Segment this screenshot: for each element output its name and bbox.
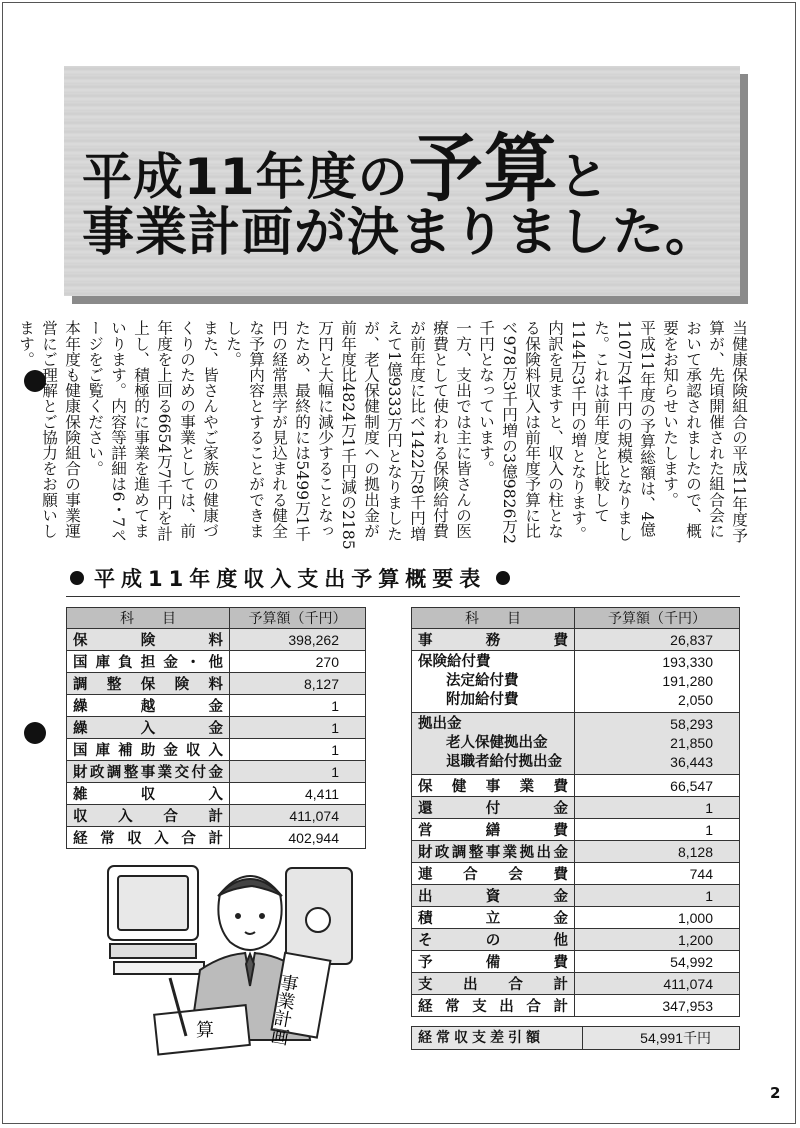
table-row: 営繕費 1 xyxy=(412,819,740,841)
intro-text xyxy=(17,320,750,552)
paragraph: 平成11年度の予算総額は、4億1107万4千円の規模となりました。これは前年度と比較して1144万3千円の増となります。 xyxy=(569,320,656,542)
table-row: 還付金 1 xyxy=(412,797,740,819)
table-row: 拠出金 老人保健拠出金 退職者給付拠出金 58,293 21,850 36,443 xyxy=(412,713,740,775)
binder-hole xyxy=(24,722,46,744)
table-row: 支出合計 411,074 xyxy=(412,973,740,995)
page-number: 2 xyxy=(770,1084,781,1102)
section-rule xyxy=(66,596,740,597)
table-row: 出資金 1 xyxy=(412,885,740,907)
table-row: 積立金 1,000 xyxy=(412,907,740,929)
bullet-icon xyxy=(70,571,84,585)
paragraph: また、皆さんやご家族の健康づくりのための事業としては、前年度を上回る6654万7千円を計上し、積極的に事業を進めてまいります。内容等詳細は6・7ページをご覧ください。 xyxy=(86,320,219,543)
table-row: 繰入金 1 xyxy=(67,717,366,739)
table-row: 雑収入 4,411 xyxy=(67,783,366,805)
table-row: その他 1,200 xyxy=(412,929,740,951)
table-row: 事務費 26,837 xyxy=(412,629,740,651)
bullet-icon xyxy=(496,571,510,585)
header-amount: 予算額（千円） xyxy=(230,608,366,629)
table-header xyxy=(412,608,740,629)
table-row: 財政調整事業拠出金 8,128 xyxy=(412,841,740,863)
table-row: 収入合計 411,074 xyxy=(67,805,366,827)
title-line-1: 平成11年度の予算と xyxy=(82,126,610,212)
section-title-text: 平成11年度収入支出予算概要表 xyxy=(94,567,487,591)
table-row: 経常収入合計 402,944 xyxy=(67,827,366,849)
paragraph: 当健康保険組合の平成11年度予算が、先頃開催された組合会において承認されましたので、概要をお知らせいたします。 xyxy=(661,320,748,543)
expense-table xyxy=(411,607,740,1017)
table-row: 保険給付費 法定給付費 附加給付費 193,330 191,280 2,050 xyxy=(412,651,740,713)
table-row: 国庫負担金・他 270 xyxy=(67,651,366,673)
header-item: 科 目 xyxy=(67,608,230,629)
table-row: 調整保険料 8,127 xyxy=(67,673,366,695)
income-table xyxy=(66,607,366,849)
balance-row: 経常収支差引額 54,991千円 xyxy=(411,1026,740,1050)
office-worker-illustration xyxy=(100,860,380,1060)
table-row: 経常支出合計 347,953 xyxy=(412,995,740,1017)
paper-handwriting: 算 xyxy=(196,1020,214,1041)
paragraph: 本年度も健康保険組合の事業運営にご理解とご協力をお願いします。 xyxy=(17,320,81,539)
budget-section-title xyxy=(60,560,740,596)
title-line-2: 事業計画が決まりました。 xyxy=(82,203,719,263)
table-row: 繰越金 1 xyxy=(67,695,366,717)
table-row: 保健事業費 66,547 xyxy=(412,775,740,797)
table-row: 保険料 398,262 xyxy=(67,629,366,651)
table-header xyxy=(67,608,366,629)
paragraph: 内訳を見ますと、収入の柱となる保険料収入は前年度予算に比べ978万3千円増の3億9826万2千円となっています。 xyxy=(477,320,564,545)
table-row: 財政調整事業交付金 1 xyxy=(67,761,366,783)
header-item: 科 目 xyxy=(412,608,575,629)
plan-document-text: 事業計画 xyxy=(266,972,300,1047)
header-amount: 予算額（千円） xyxy=(575,608,740,629)
paragraph: 一方、支出では主に皆さんの医療費として使われる保険給付費が前年度に比べ1422万8千円増えて1億9333万円となりましたが、老人保健制度への拠出金が前年度比4824万1千円減の2185万円と大幅に減少することなったため、最終的には5499万1千円の経常黒字が見込まれる健全な予算内容とすることができました。 xyxy=(224,320,472,550)
table-row: 国庫補助金収入 1 xyxy=(67,739,366,761)
table-row: 連合会費 744 xyxy=(412,863,740,885)
table-row: 予備費 54,992 xyxy=(412,951,740,973)
